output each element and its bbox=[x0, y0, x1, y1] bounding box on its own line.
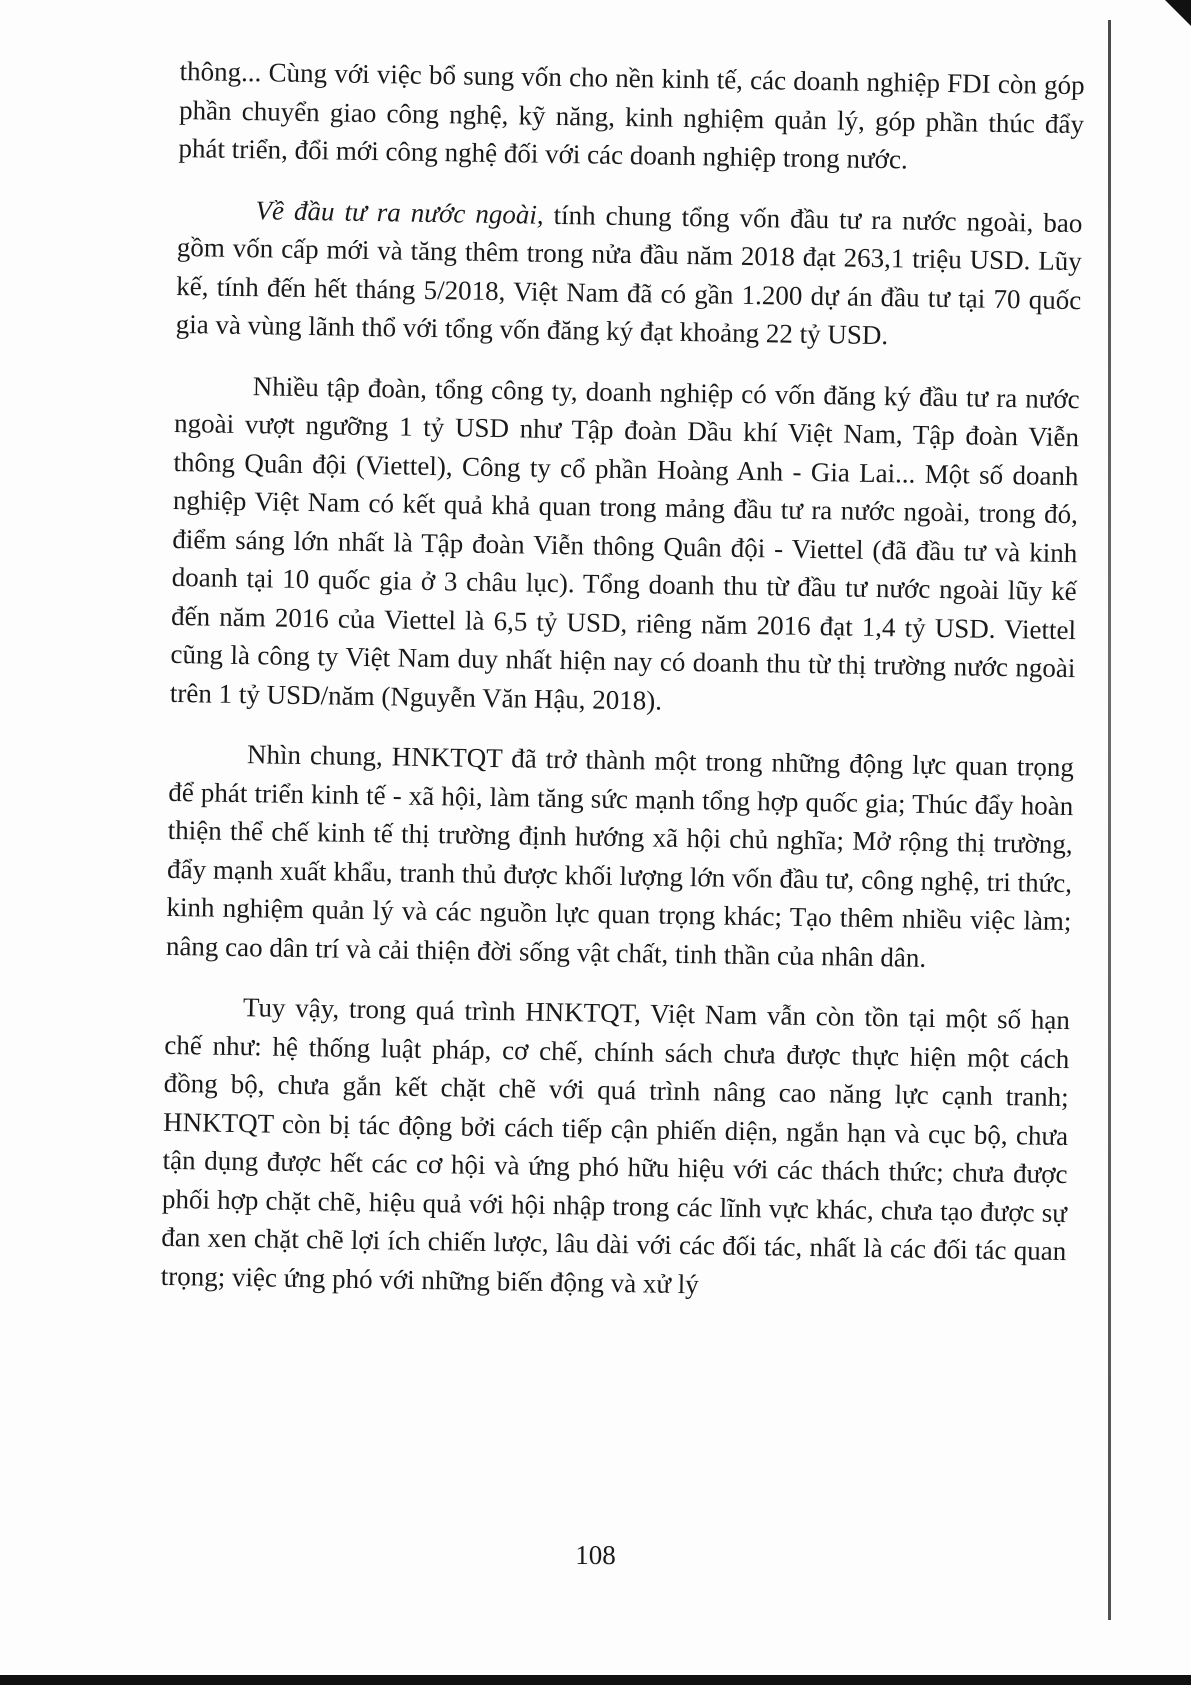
paragraph-outward-investment bbox=[175, 189, 1082, 357]
paragraph-limitations: Tuy vậy, trong quá trình HNKTQT, Việt Nam vẫn còn tồn tại một số hạn chế như: hệ thống luật pháp, cơ chế, chính sách chưa được thực hiện một cách đồng bộ, chưa gắn kết chặt chẽ với quá trình nâng cao năng lực cạnh tranh; HNKTQT còn bị tác động bởi cách tiếp cận phiến diện, ngắn hạn và cục bộ, chưa tận dụng được hết các cơ hội và ứng phó hữu hiệu với các thách thức; chưa được phối hợp chặt chẽ, hiệu quả với hội nhập trong các lĩnh vực khác, chưa tạo được sự đan xen chặt chẽ lợi ích chiến lược, lâu dài với các đối tác, nhất là các đối tác quan trọng; việc ứng phó với những biến động và xử lý bbox=[160, 992, 1071, 1299]
paragraph-fdi-continuation: thông... Cùng với việc bổ sung vốn cho nền kinh tế, các doanh nghiệp FDI còn góp phần chuyển giao công nghệ, kỹ năng, kinh nghiệm quản lý, góp phần thúc đẩy phát triển, đổi mới công nghệ đối với các doanh nghiệp trong nước. bbox=[178, 55, 1085, 175]
page-corner-mark bbox=[1165, 0, 1191, 26]
page-bottom-edge bbox=[0, 1675, 1191, 1685]
paragraph-corporations: Nhiều tập đoàn, tổng công ty, doanh nghiệp có vốn đăng ký đầu tư ra nước ngoài vượt ngưỡng 1 tỷ USD như Tập đoàn Dầu khí Việt Nam, Tập đoàn Viễn thông Quân đội (Viettel), Công ty cổ phần Hoàng Anh - Gia Lai... Một số doanh nghiệp Việt Nam có kết quả khả quan trong mảng đầu tư ra nước ngoài, trong đó, điểm sáng lớn nhất là Tập đoàn Viễn thông Quân đội - Viettel (đã đầu tư và kinh doanh tại 10 quốc gia ở 3 châu lục). Tổng doanh thu từ đầu tư nước ngoài lũy kế đến năm 2016 của Viettel là 6,5 tỷ USD, riêng năm 2016 đạt 1,4 tỷ USD. Viettel cũng là công ty Việt Nam duy nhất hiện nay có doanh thu từ thị trường nước ngoài trên 1 tỷ USD/năm (Nguyễn Văn Hậu, 2018). bbox=[169, 370, 1080, 716]
section-lead-italic: Về đầu tư ra nước ngoài, bbox=[255, 194, 544, 230]
page-right-edge-shadow bbox=[1108, 20, 1111, 1620]
body-text bbox=[160, 52, 1085, 1331]
page-number: 108 bbox=[575, 1540, 616, 1570]
paragraph-outward-investment-text: tính chung tổng vốn đầu tư ra nước ngoài, bao gồm vốn cấp mới và tăng thêm trong nửa đầu năm 2018 đạt 263,1 triệu USD. Lũy kế, tính đến hết tháng 5/2018, Việt Nam đã có gần 1.200 dự án đầu tư tại 70 quốc gia và vùng lãnh thổ với tổng vốn đăng ký đạt khoảng 22 tỷ USD. bbox=[175, 199, 1083, 351]
paragraph-overall: Nhìn chung, HNKTQT đã trở thành một trong những động lực quan trọng để phát triển kinh tế - xã hội, làm tăng sức mạnh tổng hợp quốc gia; Thúc đẩy hoàn thiện thể chế kinh tế thị trường định hướng xã hội chủ nghĩa; Mở rộng thị trường, đẩy mạnh xuất khẩu, tranh thủ được khối lượng lớn vốn đầu tư, công nghệ, tri thức, kinh nghiệm quản lý và các nguồn lực quan trọng khác; Tạo thêm nhiều việc làm; nâng cao dân trí và cải thiện đời sống vật chất, tinh thần của nhân dân. bbox=[165, 739, 1075, 973]
